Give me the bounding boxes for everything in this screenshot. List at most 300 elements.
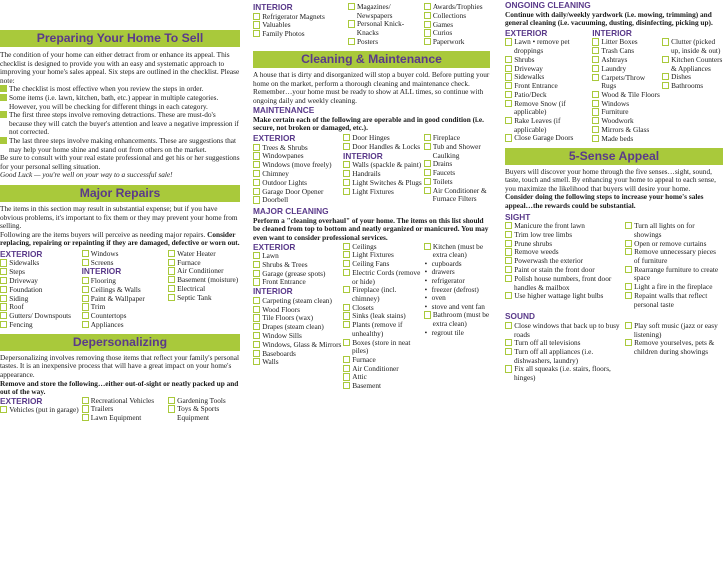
checklist-item[interactable]: Walls [253, 358, 343, 367]
bullet-square-icon [0, 137, 7, 144]
checkbox[interactable] [625, 292, 632, 299]
notes-list [0, 85, 240, 154]
checklist-item[interactable]: Screens [82, 259, 168, 268]
checklist-item[interactable]: Window Sills [253, 332, 343, 341]
checklist-item[interactable]: Doorbell [253, 196, 343, 205]
checkbox[interactable] [343, 251, 350, 258]
checkbox[interactable] [424, 169, 431, 176]
checkbox[interactable] [505, 56, 512, 63]
checklist-item[interactable]: Toilets [424, 178, 490, 187]
checklist-item[interactable]: Carpets/Throw Rugs [592, 74, 662, 91]
checklist-item[interactable]: Wood & Tile Floors [592, 91, 662, 100]
checkbox[interactable] [592, 108, 599, 115]
checklist-item[interactable]: Laundry [592, 65, 662, 74]
checklist-item[interactable]: Closets [343, 304, 424, 313]
checklist-item[interactable]: Front Entrance [505, 82, 592, 91]
sub-item: • regrout tile [424, 329, 490, 338]
checklist-item[interactable]: Woodwork [592, 117, 662, 126]
checkbox[interactable] [505, 117, 512, 124]
checkbox[interactable] [592, 56, 599, 63]
checklist-item[interactable]: Family Photos [253, 30, 348, 39]
checklist-item[interactable]: Games [424, 21, 490, 30]
column-3 [505, 0, 723, 383]
checkbox[interactable] [662, 56, 669, 63]
checklist-item[interactable]: Sinks (leak stains) [343, 312, 424, 321]
checklist-item[interactable]: Toys & Sports Equipment [168, 405, 240, 422]
five-sense-banner: 5-Sense Appeal [505, 148, 723, 165]
checkbox[interactable] [424, 187, 431, 194]
checklist-item[interactable]: Windowpanes [253, 152, 343, 161]
checklist-item[interactable]: Walls (spackle & paint) [343, 161, 424, 170]
checkbox[interactable] [0, 295, 7, 302]
checklist-item[interactable]: Windows [592, 100, 662, 109]
checklist-item[interactable]: Vehicles (put in garage) [0, 406, 82, 415]
checkbox[interactable] [662, 38, 669, 45]
checkbox[interactable] [505, 240, 512, 247]
checkbox[interactable] [168, 397, 175, 404]
checklist-item[interactable]: Wood Floors [253, 306, 343, 315]
checklist-item[interactable]: Shrubs [505, 56, 592, 65]
checkbox[interactable] [82, 259, 89, 266]
checkbox[interactable] [424, 12, 431, 19]
checklist-item[interactable]: Fireplace (incl. chimney) [343, 286, 424, 303]
checklist-item[interactable]: Sidewalks [0, 259, 82, 268]
checkbox[interactable] [0, 268, 7, 275]
sub-item: • freezer (defrost) [424, 286, 490, 295]
checklist-item[interactable]: Refrigerator Magnets [253, 13, 348, 22]
checkbox[interactable] [253, 152, 260, 159]
maint-exterior-col [253, 134, 343, 205]
checklist-item[interactable]: Rake Leaves (if applicable) [505, 117, 592, 134]
checkbox[interactable] [592, 117, 599, 124]
checklist-item[interactable]: Powerwash the exterior [505, 257, 625, 266]
checkbox[interactable] [343, 170, 350, 177]
checkbox[interactable] [253, 179, 260, 186]
checkbox[interactable] [253, 21, 260, 28]
sub-item: • refrigerator [424, 277, 490, 286]
checkbox[interactable] [253, 252, 260, 259]
checkbox[interactable] [253, 144, 260, 151]
checklist-item[interactable]: Remove Snow (if applicable) [505, 100, 592, 117]
checkbox[interactable] [253, 188, 260, 195]
checklist-item[interactable]: Manicure the front lawn [505, 222, 625, 231]
checklist-item[interactable]: Litter Boxes [592, 38, 662, 47]
checkbox[interactable] [82, 405, 89, 412]
major-cleaning-heading: MAJOR CLEANING [253, 206, 329, 217]
checklist-item[interactable]: Light Fixtures [343, 251, 424, 260]
checkbox[interactable] [253, 170, 260, 177]
checkbox[interactable] [0, 277, 7, 284]
checkbox[interactable] [424, 3, 431, 10]
checklist-item[interactable]: Bathrooms [662, 82, 723, 91]
checklist-item[interactable]: Posters [348, 38, 424, 47]
checklist-item[interactable]: Light a fire in the fireplace [625, 283, 723, 292]
sound-heading: SOUND [505, 311, 535, 322]
checklist-item[interactable]: Light Switches & Plugs [343, 179, 424, 188]
checkbox[interactable] [253, 196, 260, 203]
checkbox[interactable] [82, 295, 89, 302]
checklist-item[interactable]: Trim [82, 303, 168, 312]
checklist-item[interactable]: Foundation [0, 286, 82, 295]
checkbox[interactable] [592, 126, 599, 133]
checkbox[interactable] [0, 259, 7, 266]
checklist-item[interactable]: Front Entrance [253, 278, 343, 287]
checkbox[interactable] [348, 20, 355, 27]
sub-item: • drawers [424, 268, 490, 277]
ongoing-int-col [592, 29, 662, 144]
checklist-item[interactable]: Chimney [253, 170, 343, 179]
checkbox[interactable] [343, 134, 350, 141]
checkbox[interactable] [424, 21, 431, 28]
checkbox[interactable] [253, 341, 260, 348]
checklist-item[interactable]: Boxes (store in neat piles) [343, 339, 424, 356]
checklist-item[interactable]: Turn off all appliances (i.e. dishwashers, laundry) [505, 348, 625, 365]
checklist-item[interactable]: Air Conditioner & Furnace Filters [424, 187, 490, 204]
checkbox[interactable] [168, 250, 175, 257]
checklist-item[interactable]: Attic [343, 373, 424, 382]
checkbox[interactable] [592, 91, 599, 98]
checklist-item[interactable]: Air Conditioner [343, 365, 424, 374]
checklist-item[interactable]: Electric Cords (remove or hide) [343, 269, 424, 286]
checklist-item[interactable]: Made beds [592, 135, 662, 144]
checklist-item[interactable]: Garage (grease spots) [253, 270, 343, 279]
checklist-item[interactable]: Gardening Tools [168, 397, 240, 406]
repairs-systems-col [168, 250, 240, 330]
checkbox[interactable] [253, 30, 260, 37]
checklist-item[interactable]: Door Handles & Locks [343, 143, 424, 152]
checklist-item[interactable]: Turn all lights on for showings [625, 222, 723, 239]
checkbox[interactable] [592, 47, 599, 54]
checkbox[interactable] [168, 267, 175, 274]
checkbox[interactable] [253, 314, 260, 321]
checklist-item[interactable]: Rearrange furniture to create space [625, 266, 723, 283]
checkbox[interactable] [253, 278, 260, 285]
checkbox[interactable] [253, 261, 260, 268]
title-banner: Preparing Your Home To Sell [0, 30, 240, 47]
checkbox[interactable] [343, 339, 350, 346]
note-item: The last three steps involve making enhancements. These are suggestions that may help your home shine and stand out from others on the market. [0, 137, 240, 154]
checklist-item[interactable]: Handrails [343, 170, 424, 179]
checkbox[interactable] [253, 350, 260, 357]
checkbox[interactable] [82, 277, 89, 284]
checkbox[interactable] [424, 178, 431, 185]
checklist-item[interactable]: Furnace [168, 259, 240, 268]
checklist-item[interactable]: Water Heater [168, 250, 240, 259]
sight-left-col [505, 222, 625, 309]
checkbox[interactable] [343, 243, 350, 250]
major-cleaning-checklist [253, 243, 490, 392]
checkbox[interactable] [343, 373, 350, 380]
depers-int-c-col [424, 3, 490, 47]
checklist-item[interactable]: Roof [0, 303, 82, 312]
checklist-item[interactable]: Bathroom (must be extra clean) [424, 311, 490, 328]
checkbox[interactable] [343, 321, 350, 328]
depers-mid-col [82, 397, 168, 423]
intro-text: The condition of your home can either detract from or enhance its appeal. This checklist is designed to provide you with an easy and systematic approach to improving your home's sales appeal. Six steps are outlined in the checklist. Please note: [0, 50, 240, 85]
checklist-item[interactable]: Tub and Shower Caulking [424, 143, 490, 160]
checklist-item[interactable]: Magazines/ Newspapers [348, 3, 424, 20]
checklist-item[interactable]: Appliances [82, 321, 168, 330]
checkbox[interactable] [0, 312, 7, 319]
sight-right-col [625, 222, 723, 309]
checkbox[interactable] [253, 161, 260, 168]
checkbox[interactable] [505, 266, 512, 273]
checklist-item[interactable]: Fireplace [424, 134, 490, 143]
checkbox[interactable] [168, 285, 175, 292]
checkbox[interactable] [343, 143, 350, 150]
checklist-item[interactable]: Basement (moisture) [168, 276, 240, 285]
column-1 [0, 0, 240, 423]
checklist-item[interactable]: Curios [424, 29, 490, 38]
checkbox[interactable] [592, 38, 599, 45]
checkbox[interactable] [348, 3, 355, 10]
checkbox[interactable] [168, 276, 175, 283]
interior-heading: INTERIOR [81, 266, 122, 277]
checkbox[interactable] [505, 100, 512, 107]
checkbox[interactable] [0, 406, 7, 413]
checklist-item[interactable]: Lawn • remove pet droppings [505, 38, 592, 55]
maint-interior-col [343, 134, 424, 205]
checklist-item[interactable]: Trash Cans [592, 47, 662, 56]
checklist-item[interactable]: Windows, Glass & Mirrors [253, 341, 343, 350]
checkbox[interactable] [625, 266, 632, 273]
checkbox[interactable] [343, 356, 350, 363]
depersonalizing-banner: Depersonalizing [0, 334, 240, 351]
checklist-item[interactable]: Door Hinges [343, 134, 424, 143]
checklist-item[interactable]: Drains [424, 160, 490, 169]
checkbox[interactable] [505, 65, 512, 72]
checklist-item[interactable]: Remove weeds [505, 248, 625, 257]
checklist-item[interactable]: Awards/Trophies [424, 3, 490, 12]
checklist-item[interactable]: Mirrors & Glass [592, 126, 662, 135]
major-right-col [424, 243, 490, 392]
repairs-interior-col [82, 250, 168, 330]
checkbox[interactable] [505, 348, 512, 355]
bullet-square-icon [0, 94, 7, 101]
sub-item: • stove and vent fan [424, 303, 490, 312]
checkbox[interactable] [592, 65, 599, 72]
checkbox[interactable] [424, 29, 431, 36]
checklist-item[interactable]: Furnace [343, 356, 424, 365]
checklist-item[interactable]: Clutter (picked up, inside & out) [662, 38, 723, 55]
checklist-item[interactable]: Ashtrays [592, 56, 662, 65]
checkbox[interactable] [662, 73, 669, 80]
checklist-item[interactable]: Lawn [253, 252, 343, 261]
checklist-item[interactable]: Drapes (steam clean) [253, 323, 343, 332]
clean-intro: A house that is dirty and disorganized will stop a buyer cold. Before putting your home on the market, perform a thorough cleaning and maintenance check. Remember…your home must be ready to show at ALL times, so continue with ongoing daily and weekly cleaning. [253, 69, 490, 105]
checklist-item[interactable]: Air Conditioner [168, 267, 240, 276]
checkbox[interactable] [82, 321, 89, 328]
checkbox[interactable] [253, 323, 260, 330]
checkbox[interactable] [625, 339, 632, 346]
checklist-item[interactable]: Paperwork [424, 38, 490, 47]
checkbox[interactable] [82, 250, 89, 257]
major-mid-col [343, 243, 424, 392]
checklist-item[interactable]: Dishes [662, 73, 723, 82]
checklist-item[interactable]: Remove unnecessary pieces of furniture [625, 248, 723, 265]
major-bold: Perform a "cleaning overhaul" of your home. The items on this list should be cleaned from top to bottom and neatly organized or manicured. You may even want to consider professional services. [253, 215, 489, 242]
checkbox[interactable] [505, 292, 512, 299]
checklist-item[interactable]: Garage Door Opener [253, 188, 343, 197]
checkbox[interactable] [505, 222, 512, 229]
checklist-item[interactable]: Repaint walls that reflect personal taste [625, 292, 723, 309]
checkbox[interactable] [625, 322, 632, 329]
checkbox[interactable] [505, 73, 512, 80]
checkbox[interactable] [343, 365, 350, 372]
checklist-item[interactable]: Collections [424, 12, 490, 21]
checklist-item[interactable]: Prune shrubs [505, 240, 625, 249]
checklist-item[interactable]: Close Garage Doors [505, 134, 592, 143]
checkbox[interactable] [253, 13, 260, 20]
depers-intro: Depersonalizing involves removing those items that reflect your family's personal tastes. It is an inexpensive process that will have a great impact on your home's appearance. [0, 352, 240, 379]
checkbox[interactable] [253, 306, 260, 313]
checkbox[interactable] [168, 259, 175, 266]
checkbox[interactable] [424, 38, 431, 45]
bullet-square-icon [0, 85, 7, 92]
maintenance-checklist [253, 134, 490, 205]
checkbox[interactable] [343, 269, 350, 276]
checklist-item[interactable]: Tile Floors (wax) [253, 314, 343, 323]
checkbox[interactable] [0, 286, 7, 293]
checklist-item[interactable]: Shrubs & Trees [253, 261, 343, 270]
checklist-item[interactable]: Close windows that back up to busy roads [505, 322, 625, 339]
checklist-item[interactable]: Personal Knick-Knacks [348, 20, 424, 37]
checkbox[interactable] [505, 91, 512, 98]
checklist-item[interactable]: Basement [343, 382, 424, 391]
checklist-item[interactable]: Paint & Wallpaper [82, 295, 168, 304]
checkbox[interactable] [253, 270, 260, 277]
checklist-item[interactable]: Baseboards [253, 350, 343, 359]
checklist-item[interactable]: Outdoor Lights [253, 179, 343, 188]
checkbox[interactable] [343, 260, 350, 267]
ongoing-checklist [505, 29, 723, 144]
checkbox[interactable] [343, 286, 350, 293]
note-item: Some items (i.e. lawn, kitchen, bath, etc.) appear in multiple categories. However, you will be checking for different things in each category. [0, 94, 240, 111]
checklist-item[interactable]: Remove yourselves, pets & children during showings [625, 339, 723, 356]
checklist-item[interactable]: Fix all squeaks (i.e. stairs, floors, hinges) [505, 365, 625, 382]
checkbox[interactable] [625, 248, 632, 255]
checkbox[interactable] [592, 135, 599, 142]
checkbox[interactable] [253, 332, 260, 339]
checklist-item[interactable]: Trim low tree limbs [505, 231, 625, 240]
checklist-item[interactable]: Fencing [0, 321, 82, 330]
checkbox[interactable] [82, 303, 89, 310]
checklist-item[interactable]: Driveway [0, 277, 82, 286]
checklist-item[interactable]: Siding [0, 295, 82, 304]
checkbox[interactable] [82, 397, 89, 404]
checkbox[interactable] [505, 248, 512, 255]
checklist-item[interactable]: Patio/Deck [505, 91, 592, 100]
checkbox[interactable] [625, 240, 632, 247]
checklist-item[interactable]: Trees & Shrubs [253, 144, 343, 153]
checkbox[interactable] [0, 303, 7, 310]
checklist-item[interactable]: Ceiling Fans [343, 260, 424, 269]
checkbox[interactable] [505, 339, 512, 346]
checklist-item[interactable]: Paint or stain the front door [505, 266, 625, 275]
checklist-item[interactable]: Septic Tank [168, 294, 240, 303]
checklist-item[interactable]: Windows [82, 250, 168, 259]
checkbox[interactable] [168, 405, 175, 412]
checklist-item[interactable]: Use higher wattage light bulbs [505, 292, 625, 301]
checkbox[interactable] [505, 257, 512, 264]
checkbox[interactable] [82, 312, 89, 319]
checkbox[interactable] [625, 283, 632, 290]
checkbox[interactable] [343, 161, 350, 168]
checkbox[interactable] [0, 321, 7, 328]
checklist-item[interactable]: Steps [0, 268, 82, 277]
checklist-item[interactable]: Light Fixtures [343, 188, 424, 197]
checklist-item[interactable]: Recreational Vehicles [82, 397, 168, 406]
checkbox[interactable] [424, 143, 431, 150]
checkbox[interactable] [592, 74, 599, 81]
checkbox[interactable] [82, 286, 89, 293]
checkbox[interactable] [505, 322, 512, 329]
checklist-item[interactable]: Valuables [253, 21, 348, 30]
checkbox[interactable] [343, 188, 350, 195]
checklist-item[interactable]: Electrical [168, 285, 240, 294]
checkbox[interactable] [662, 82, 669, 89]
checklist-item[interactable]: Polish house numbers, front door handles & mailbox [505, 275, 625, 292]
checkbox[interactable] [505, 231, 512, 238]
checkbox[interactable] [343, 179, 350, 186]
checklist-item[interactable]: Kitchen (must be extra clean) [424, 243, 490, 260]
checkbox[interactable] [505, 275, 512, 282]
checkbox[interactable] [348, 38, 355, 45]
checklist-item[interactable]: Play soft music (jazz or easy listening) [625, 322, 723, 339]
major-ext-int-col [253, 243, 343, 392]
checklist-item[interactable]: Ceilings [343, 243, 424, 252]
checkbox[interactable] [505, 38, 512, 45]
checkbox[interactable] [343, 304, 350, 311]
sub-item: • cupboards [424, 260, 490, 269]
checkbox[interactable] [592, 100, 599, 107]
checklist-item[interactable]: Sidewalks [505, 73, 592, 82]
checklist-item[interactable]: Countertops [82, 312, 168, 321]
checklist-item[interactable]: Plants (remove if unhealthy) [343, 321, 424, 338]
checklist-item[interactable]: Faucets [424, 169, 490, 178]
checkbox[interactable] [343, 312, 350, 319]
checkbox[interactable] [505, 82, 512, 89]
depers-right-col [168, 397, 240, 423]
checklist-item[interactable]: Trailers [82, 405, 168, 414]
checkbox[interactable] [424, 243, 431, 250]
checklist-item[interactable]: Kitchen Counters & Appliances [662, 56, 723, 73]
interior-heading: INTERIOR [343, 150, 383, 161]
checklist-item[interactable]: Carpeting (steam clean) [253, 297, 343, 306]
checklist-item[interactable]: Turn off all televisions [505, 339, 625, 348]
checkbox[interactable] [625, 222, 632, 229]
checklist-item[interactable]: Lawn Equipment [82, 414, 168, 423]
checkbox[interactable] [505, 365, 512, 372]
checkbox[interactable] [253, 297, 260, 304]
checkbox[interactable] [424, 311, 431, 318]
checklist-item[interactable]: Flooring [82, 277, 168, 286]
checklist-item[interactable]: Furniture [592, 108, 662, 117]
checkbox[interactable] [505, 134, 512, 141]
checkbox[interactable] [168, 294, 175, 301]
checkbox[interactable] [343, 382, 350, 389]
checklist-item[interactable]: Windows (move freely) [253, 161, 343, 170]
checklist-item[interactable]: Ceilings & Walls [82, 286, 168, 295]
depers-exterior-col [0, 397, 82, 423]
checkbox[interactable] [253, 358, 260, 365]
checklist-item[interactable]: Driveway [505, 65, 592, 74]
checklist-item[interactable]: Open or remove curtains [625, 240, 723, 249]
checkbox[interactable] [424, 160, 431, 167]
checkbox[interactable] [82, 414, 89, 421]
checklist-item[interactable]: Gutters/ Downspouts [0, 312, 82, 321]
checkbox[interactable] [424, 134, 431, 141]
